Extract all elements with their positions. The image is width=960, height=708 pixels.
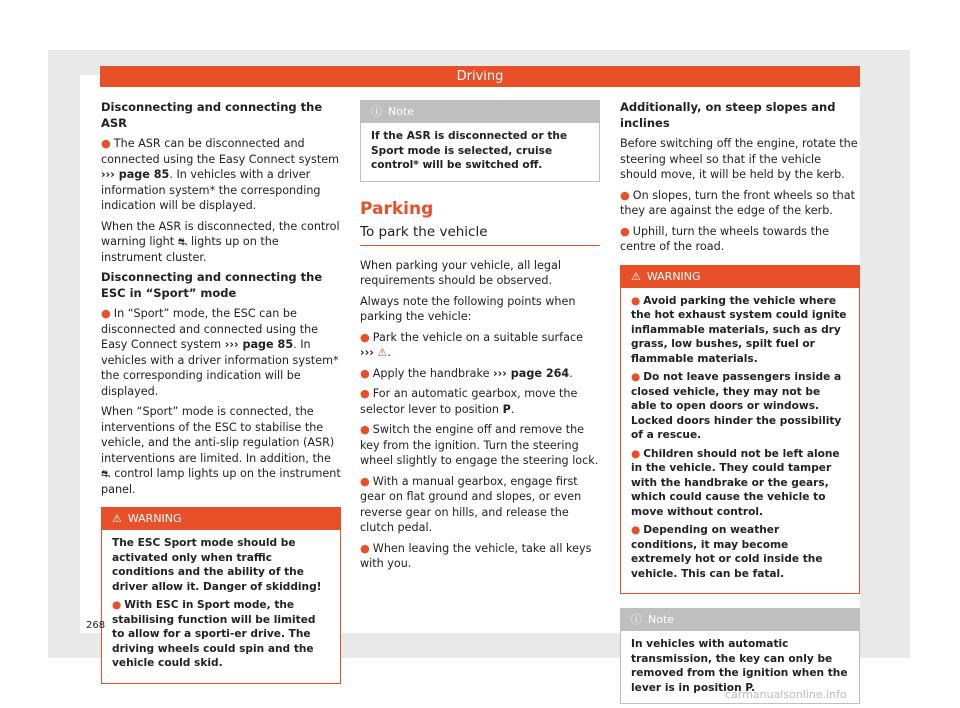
bullet-icon: ●	[631, 294, 641, 307]
list-item: ● Apply the handbrake ››› page 264.	[360, 366, 573, 380]
column-3	[620, 100, 860, 704]
page-title: Parking	[360, 198, 434, 219]
paragraph: When parking your vehicle, all legal requirements should be observed.	[360, 258, 561, 287]
column-2	[360, 100, 600, 577]
divider	[360, 245, 600, 246]
warning-text: ● Depending on weather conditions, it may become extremely hot or cold inside the vehicle. This can be fatal.	[631, 524, 823, 580]
page-link[interactable]: ››› page 85	[224, 338, 294, 351]
paragraph: ● The ASR can be disconnected and connected using the Easy Connect system ››› page 85. In vehicles with a driver information system* the corresponding indication will be displayed.	[101, 137, 340, 212]
warning-header: ⚠ WARNING	[102, 508, 340, 530]
paragraph: Always note the following points when parking the vehicle:	[360, 294, 576, 323]
page-number: 268	[86, 620, 106, 631]
paragraph: When “Sport” mode is connected, the interventions of the ESC to stabilise the vehicle, and the anti-slip regulation (ASR) interventions are limited. In addition, the ⛐ control lamp lights up on the instrument panel.	[101, 405, 341, 496]
warning-triangle-icon: ⚠	[112, 512, 122, 525]
bullet-icon: ●	[101, 307, 111, 320]
esc-warning-light-icon: ⛐	[177, 235, 188, 248]
list-item: ● With a manual gearbox, engage first gear on flat ground and slopes, or even reverse gear on hills, and release the clutch pedal.	[360, 474, 582, 534]
footer-watermark: carmanualsonline.info	[725, 688, 847, 701]
info-icon: ⓘ	[371, 105, 382, 118]
note-header: ⓘ Note	[361, 101, 599, 123]
bullet-icon: ●	[360, 387, 370, 400]
esc-control-lamp-icon: ⛐	[101, 467, 111, 480]
list-item: ● Uphill, turn the wheels towards the centre of the road.	[620, 224, 830, 253]
list-item: ● Switch the engine off and remove the key from the ignition. Turn the steering wheel slightly to engage the steering lock.	[360, 423, 599, 467]
bullet-icon: ●	[620, 188, 630, 202]
bullet-icon: ●	[631, 447, 641, 460]
warning-text: ● With ESC in Sport mode, the stabilising function will be limited to allow for a sporti-er drive. The driving wheels could spin and the vehicle could skid.	[112, 599, 316, 669]
warning-box	[101, 507, 341, 684]
bullet-icon: ●	[360, 423, 370, 436]
info-icon: ⓘ	[631, 613, 642, 626]
note-text: If the ASR is disconnected or the Sport mode is selected, cruise control* will be switched off.	[371, 130, 568, 171]
bullet-icon: ●	[360, 474, 370, 488]
note-header: ⓘ Note	[621, 609, 859, 631]
warning-text: ● Children should not be left alone in the vehicle. They could tamper with the handbrake or the gears, which could cause the vehicle to move without control.	[631, 447, 840, 518]
warning-triangle-icon: ⚠	[631, 269, 641, 283]
bullet-icon: ●	[620, 224, 630, 238]
list-item: ● On slopes, turn the front wheels so that they are against the edge of the kerb.	[620, 188, 855, 217]
column-1	[101, 100, 341, 684]
warning-box	[620, 265, 860, 595]
bullet-icon: ●	[101, 137, 111, 150]
list-item: ● Park the vehicle on a suitable surface ››› ⚠.	[360, 330, 583, 359]
section-header: Driving	[100, 66, 860, 87]
heading-esc: Disconnecting and connecting the ESC in “Sport” mode	[101, 270, 323, 300]
list-item: ● For an automatic gearbox, move the selector lever to position P.	[360, 387, 578, 416]
warning-triangle-icon: ⚠	[377, 346, 388, 359]
bullet-icon: ●	[360, 541, 370, 555]
bullet-icon: ●	[360, 366, 370, 380]
bullet-icon: ●	[631, 524, 641, 536]
warning-header: ⚠ WARNING	[621, 266, 859, 288]
bullet-icon: ●	[112, 599, 122, 611]
page-link[interactable]: ››› page 85	[101, 168, 170, 181]
heading-asr: Disconnecting and connecting the ASR	[101, 100, 323, 130]
paragraph: Before switching off the engine, rotate the steering wheel so that if the vehicle should move, it will be held by the kerb.	[620, 137, 858, 181]
bullet-icon: ●	[631, 371, 641, 383]
page-link[interactable]: ››› page 264	[493, 366, 570, 380]
list-item: ● When leaving the vehicle, take all keys with you.	[360, 541, 592, 570]
note-text: In vehicles with automatic transmission, the key can only be removed from the ignition when the lever is in position P.	[631, 638, 848, 694]
warning-text: ● Avoid parking the vehicle where the hot exhaust system could ignite inflammable materials, such as dry grass, low bushes, spilt fuel or flammable materials.	[631, 294, 847, 365]
page-link[interactable]: ›››	[360, 346, 374, 359]
warning-text: The ESC Sport mode should be activated only when traffic conditions and the ability of the driver allow it. Danger of skidding!	[112, 537, 322, 593]
heading-slopes: Additionally, on steep slopes and inclines	[620, 100, 836, 130]
paragraph: ● In “Sport” mode, the ESC can be disconnected and connected using the Easy Connect system ››› page 85. In vehicles with a driver information system* the corresponding indication will be displayed.	[101, 307, 339, 398]
note-box	[360, 100, 600, 182]
bullet-icon: ●	[360, 330, 370, 344]
subtitle: To park the vehicle	[360, 224, 488, 240]
warning-text: ● Do not leave passengers inside a closed vehicle, they may not be able to open doors or windows. Locked doors hinder the possibility of a rescue.	[631, 371, 842, 441]
paragraph: When the ASR is disconnected, the control warning light ⛐ lights up on the instrument cluster.	[101, 219, 340, 264]
